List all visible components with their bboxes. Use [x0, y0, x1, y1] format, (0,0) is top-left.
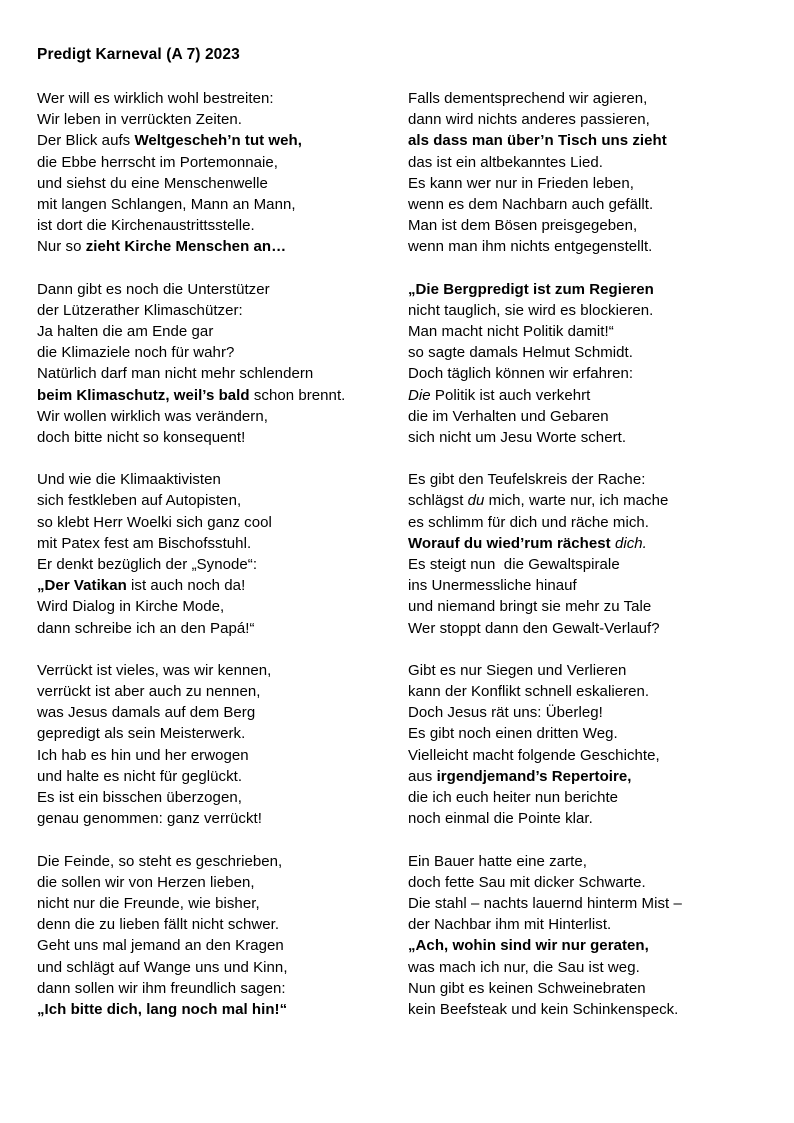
- line-segment: noch einmal die Pointe klar.: [408, 810, 593, 828]
- line-segment: Die stahl – nachts lauernd hinterm Mist –: [408, 894, 682, 912]
- line-segment: Er denkt bezüglich der „Synode“:: [37, 556, 258, 574]
- poem-line: [37, 999, 377, 1020]
- line-segment: wenn es dem Nachbarn auch gefällt.: [408, 196, 654, 214]
- poem-line: [408, 342, 748, 363]
- poem-line: [408, 681, 748, 702]
- line-segment: du: [467, 492, 485, 510]
- poem-line: [37, 533, 377, 554]
- poem-line: [37, 236, 377, 257]
- line-segment: mit langen Schlangen, Mann an Mann,: [37, 196, 296, 214]
- line-segment: denn die zu lieben fällt nicht schwer.: [37, 916, 280, 934]
- poem-line: [37, 914, 377, 935]
- poem-line: [37, 575, 377, 596]
- poem-line: [408, 957, 748, 978]
- line-segment: kein Beefsteak und kein Schinkenspeck.: [408, 1000, 679, 1018]
- poem-line: [408, 978, 748, 999]
- line-segment: der Lützerather Klimaschützer:: [37, 301, 243, 319]
- poem-line: [408, 279, 748, 300]
- poem-line: [408, 469, 748, 490]
- poem-line: [37, 215, 377, 236]
- line-segment: ins Unermessliche hinauf: [408, 577, 577, 595]
- stanza: [408, 88, 748, 258]
- line-segment: verrückt ist aber auch zu nennen,: [37, 683, 261, 701]
- poem-line: [37, 978, 377, 999]
- line-segment: „Die Bergpredigt ist zum Regieren: [408, 280, 654, 298]
- poem-line: [37, 173, 377, 194]
- line-segment: ist auch noch da!: [126, 577, 246, 595]
- line-segment: und halte es nicht für geglückt.: [37, 767, 243, 785]
- poem-line: [37, 194, 377, 215]
- line-segment: dich.: [614, 534, 647, 552]
- line-segment: Es steigt nun die Gewaltspirale: [408, 556, 620, 574]
- line-segment: Wird Dialog in Kirche Mode,: [37, 598, 225, 616]
- line-segment: als dass man über’n Tisch uns zieht: [408, 132, 667, 150]
- line-segment: was mach ich nur, die Sau ist weg.: [408, 958, 640, 976]
- line-segment: sich festkleben auf Autopisten,: [37, 492, 242, 510]
- line-segment: zieht Kirche Menschen an…: [85, 238, 287, 256]
- poem-line: [408, 914, 748, 935]
- poem-line: [408, 321, 748, 342]
- poem-line: [408, 660, 748, 681]
- line-segment: Der Blick aufs: [37, 132, 135, 150]
- stanza: [408, 660, 748, 830]
- poem-line: [37, 681, 377, 702]
- poem-line: [37, 363, 377, 384]
- poem-line: [37, 618, 377, 639]
- poem-line: [37, 130, 377, 151]
- poem-line: [408, 512, 748, 533]
- poem-line: [37, 469, 377, 490]
- stanza: [408, 851, 748, 1021]
- text-column-right: [408, 88, 748, 1041]
- line-segment: Falls dementsprechend wir agieren,: [408, 90, 648, 107]
- stanza: [37, 88, 377, 258]
- poem-line: [408, 363, 748, 384]
- poem-line: [37, 851, 377, 872]
- poem-line: [37, 490, 377, 511]
- poem-line: [37, 427, 377, 448]
- poem-line: [37, 745, 377, 766]
- line-segment: Worauf du wied’rum rächest: [408, 534, 615, 552]
- poem-line: [408, 130, 748, 151]
- poem-line: [408, 152, 748, 173]
- line-segment: Es gibt den Teufelskreis der Rache:: [408, 471, 646, 489]
- poem-line: [37, 300, 377, 321]
- stanza: [37, 279, 377, 449]
- poem-line: [37, 766, 377, 787]
- poem-line: [408, 406, 748, 427]
- line-segment: Ja halten die am Ende gar: [37, 323, 214, 341]
- poem-line: [37, 109, 377, 130]
- line-segment: irgendjemand’s Repertoire,: [436, 767, 632, 785]
- line-segment: Dann gibt es noch die Unterstützer: [37, 280, 270, 298]
- line-segment: Es ist ein bisschen überzogen,: [37, 789, 242, 807]
- poem-line: [37, 660, 377, 681]
- line-segment: dann sollen wir ihm freundlich sagen:: [37, 979, 286, 997]
- poem-line: [37, 342, 377, 363]
- poem-line: [37, 385, 377, 406]
- line-segment: Nur so: [37, 238, 86, 256]
- stanza: [37, 851, 377, 1021]
- poem-line: [37, 279, 377, 300]
- poem-line: [408, 194, 748, 215]
- line-segment: es schlimm für dich und räche mich.: [408, 513, 650, 531]
- line-segment: Man ist dem Bösen preisgegeben,: [408, 217, 638, 235]
- line-segment: Wer will es wirklich wohl bestreiten:: [37, 90, 274, 107]
- line-segment: die ich euch heiter nun berichte: [408, 789, 619, 807]
- poem-line: [408, 109, 748, 130]
- line-segment: Wir wollen wirklich was verändern,: [37, 407, 268, 425]
- poem-line: [408, 618, 748, 639]
- line-segment: so klebt Herr Woelki sich ganz cool: [37, 513, 272, 531]
- line-segment: und niemand bringt sie mehr zu Tale: [408, 598, 652, 616]
- page-title: Predigt Karneval (A 7) 2023: [37, 46, 240, 63]
- stanza: [408, 279, 748, 449]
- poem-line: [408, 745, 748, 766]
- line-segment: Doch Jesus rät uns: Überleg!: [408, 704, 603, 722]
- poem-line: [37, 872, 377, 893]
- line-segment: die im Verhalten und Gebaren: [408, 407, 609, 425]
- line-segment: Wir leben in verrückten Zeiten.: [37, 111, 242, 129]
- poem-line: [408, 300, 748, 321]
- poem-line: [37, 893, 377, 914]
- poem-line: [408, 787, 748, 808]
- poem-line: [37, 152, 377, 173]
- poem-line: [408, 533, 748, 554]
- line-segment: mich, warte nur, ich mache: [484, 492, 669, 510]
- poem-line: [37, 702, 377, 723]
- line-segment: Geht uns mal jemand an den Kragen: [37, 937, 284, 955]
- poem-line: [37, 512, 377, 533]
- line-segment: und schlägt auf Wange uns und Kinn,: [37, 958, 288, 976]
- line-segment: schlägst: [408, 492, 468, 510]
- poem-line: [408, 554, 748, 575]
- poem-line: [408, 702, 748, 723]
- line-segment: Ich hab es hin und her erwogen: [37, 746, 249, 764]
- line-segment: ist dort die Kirchenaustrittsstelle.: [37, 217, 255, 235]
- poem-line: [408, 215, 748, 236]
- poem-line: [408, 893, 748, 914]
- poem-line: [37, 406, 377, 427]
- line-segment: mit Patex fest am Bischofsstuhl.: [37, 534, 252, 552]
- poem-line: [408, 723, 748, 744]
- line-segment: Die: [408, 386, 431, 404]
- line-segment: doch fette Sau mit dicker Schwarte.: [408, 873, 646, 891]
- line-segment: „Ich bitte dich, lang noch mal hin!“: [37, 1000, 288, 1018]
- line-segment: Nun gibt es keinen Schweinebraten: [408, 979, 646, 997]
- line-segment: Verrückt ist vieles, was wir kennen,: [37, 661, 272, 679]
- line-segment: genau genommen: ganz verrückt!: [37, 810, 262, 828]
- poem-line: [408, 808, 748, 829]
- line-segment: Weltgescheh’n tut weh,: [134, 132, 302, 150]
- poem-line: [37, 957, 377, 978]
- line-segment: Es gibt noch einen dritten Weg.: [408, 725, 618, 743]
- poem-line: [37, 787, 377, 808]
- line-segment: die sollen wir von Herzen lieben,: [37, 873, 255, 891]
- line-segment: dann wird nichts anderes passieren,: [408, 111, 650, 129]
- line-segment: Politik ist auch verkehrt: [430, 386, 591, 404]
- line-segment: und siehst du eine Menschenwelle: [37, 174, 268, 192]
- poem-line: [37, 596, 377, 617]
- line-segment: aus: [408, 767, 437, 785]
- poem-line: [37, 723, 377, 744]
- poem-line: [408, 385, 748, 406]
- line-segment: Natürlich darf man nicht mehr schlendern: [37, 365, 314, 383]
- line-segment: Doch täglich können wir erfahren:: [408, 365, 634, 383]
- line-segment: Wer stoppt dann den Gewalt-Verlauf?: [408, 619, 660, 637]
- poem-line: [408, 236, 748, 257]
- poem-line: [408, 596, 748, 617]
- line-segment: doch bitte nicht so konsequent!: [37, 429, 246, 447]
- line-segment: nicht nur die Freunde, wie bisher,: [37, 894, 260, 912]
- poem-line: [37, 88, 377, 109]
- line-segment: das ist ein altbekanntes Lied.: [408, 153, 603, 171]
- poem-line: [408, 88, 748, 109]
- line-segment: „Ach, wohin sind wir nur geraten,: [408, 937, 649, 955]
- line-segment: Ein Bauer hatte eine zarte,: [408, 852, 587, 870]
- stanza: [408, 469, 748, 639]
- poem-line: [37, 321, 377, 342]
- line-segment: so sagte damals Helmut Schmidt.: [408, 344, 633, 362]
- line-segment: was Jesus damals auf dem Berg: [37, 704, 256, 722]
- line-segment: Man macht nicht Politik damit!“: [408, 323, 614, 341]
- line-segment: die Klimaziele noch für wahr?: [37, 344, 235, 362]
- stanza: [37, 469, 377, 639]
- poem-line: [408, 999, 748, 1020]
- stanza: [37, 660, 377, 830]
- line-segment: sich nicht um Jesu Worte schert.: [408, 429, 627, 447]
- poem-line: [408, 935, 748, 956]
- line-segment: beim Klimaschutz, weil’s bald: [37, 386, 254, 404]
- line-segment: Gibt es nur Siegen und Verlieren: [408, 661, 627, 679]
- line-segment: Die Feinde, so steht es geschrieben,: [37, 852, 283, 870]
- line-segment: nicht tauglich, sie wird es blockieren.: [408, 301, 654, 319]
- line-segment: Es kann wer nur in Frieden leben,: [408, 174, 634, 192]
- poem-line: [408, 173, 748, 194]
- line-segment: schon brennt.: [253, 386, 346, 404]
- line-segment: „Der Vatikan: [37, 577, 127, 595]
- line-segment: gepredigt als sein Meisterwerk.: [37, 725, 246, 743]
- poem-line: [408, 490, 748, 511]
- line-segment: Vielleicht macht folgende Geschichte,: [408, 746, 660, 764]
- poem-line: [408, 427, 748, 448]
- poem-line: [408, 851, 748, 872]
- poem-line: [37, 935, 377, 956]
- poem-line: [37, 808, 377, 829]
- line-segment: wenn man ihm nichts entgegenstellt.: [408, 238, 653, 256]
- poem-line: [37, 554, 377, 575]
- poem-line: [408, 575, 748, 596]
- text-column-left: [37, 88, 377, 1041]
- line-segment: der Nachbar ihm mit Hinterlist.: [408, 916, 612, 934]
- poem-line: [408, 766, 748, 787]
- line-segment: kann der Konflikt schnell eskalieren.: [408, 683, 650, 701]
- line-segment: Und wie die Klimaaktivisten: [37, 471, 221, 489]
- poem-line: [408, 872, 748, 893]
- line-segment: dann schreibe ich an den Papá!“: [37, 619, 255, 637]
- line-segment: die Ebbe herrscht im Portemonnaie,: [37, 153, 278, 171]
